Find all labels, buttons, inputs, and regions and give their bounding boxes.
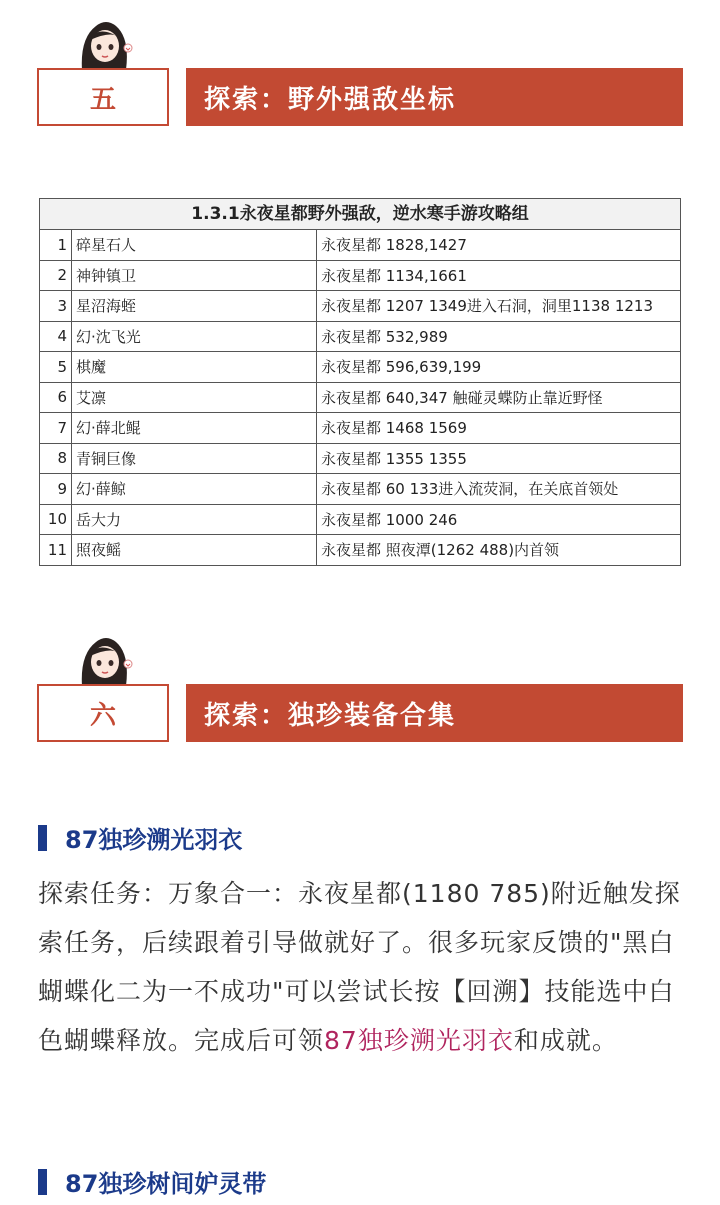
table-row	[40, 413, 681, 444]
highlight-item-name: 87独珍溯光羽衣	[324, 1026, 514, 1055]
strong-enemy-table	[39, 198, 681, 566]
table-row	[40, 260, 681, 291]
enemy-name: 照夜鳐	[72, 535, 317, 566]
table-row	[40, 474, 681, 505]
heading-bar	[38, 1169, 47, 1195]
section-5-header	[0, 18, 720, 115]
enemy-name: 青铜巨像	[72, 443, 317, 474]
enemy-name: 碎星石人	[72, 230, 317, 261]
row-index: 5	[40, 352, 72, 383]
enemy-name: 艾凛	[72, 382, 317, 413]
section-number: 六	[37, 684, 169, 742]
item-heading-2	[38, 1164, 266, 1199]
item-heading-text: 87独珍树间妒灵带	[65, 1170, 267, 1198]
enemy-location: 永夜星都 640,347 触碰灵蝶防止靠近野怪	[317, 382, 681, 413]
enemy-location: 永夜星都 596,639,199	[317, 352, 681, 383]
enemy-name: 神钟镇卫	[72, 260, 317, 291]
enemy-location: 永夜星都 532,989	[317, 321, 681, 352]
item-description	[38, 869, 688, 1065]
row-index: 4	[40, 321, 72, 352]
enemy-name: 幻·薛北鲲	[72, 413, 317, 444]
enemy-location: 永夜星都 照夜潭(1262 488)内首领	[317, 535, 681, 566]
row-index: 11	[40, 535, 72, 566]
section-6-header	[0, 634, 720, 731]
table-caption: 1.3.1永夜星都野外强敌，逆水寒手游攻略组	[39, 198, 681, 229]
section-number: 五	[37, 68, 169, 126]
enemy-name: 幻·薛鲸	[72, 474, 317, 505]
table-row	[40, 504, 681, 535]
table-row	[40, 443, 681, 474]
row-index: 1	[40, 230, 72, 261]
enemy-location: 永夜星都 1828,1427	[317, 230, 681, 261]
section-title: 探索：野外强敌坐标	[186, 68, 683, 126]
description-text: 探索任务：万象合一：永夜星都(1180 785)附近触发探索任务，后续跟着引导做就好了。很多玩家反馈的"黑白蝴蝶化二为一不成功"可以尝试长按【回溯】技能选中白色蝴蝶释放。完成后可领	[38, 879, 681, 1055]
enemy-name: 星沼海蛭	[72, 291, 317, 322]
enemy-location: 永夜星都 60 133进入流荧洞，在关底首领处	[317, 474, 681, 505]
item-heading-text: 87独珍溯光羽衣	[65, 826, 243, 854]
heading-bar	[38, 825, 47, 851]
enemy-name: 岳大力	[72, 504, 317, 535]
description-tail: 和成就。	[513, 1026, 618, 1055]
table-row	[40, 291, 681, 322]
row-index: 10	[40, 504, 72, 535]
section-title: 探索：独珍装备合集	[186, 684, 683, 742]
row-index: 7	[40, 413, 72, 444]
table-row	[40, 321, 681, 352]
enemy-location: 永夜星都 1134,1661	[317, 260, 681, 291]
row-index: 6	[40, 382, 72, 413]
row-index: 2	[40, 260, 72, 291]
item-heading-1	[38, 820, 242, 855]
row-index: 3	[40, 291, 72, 322]
table-row	[40, 535, 681, 566]
row-index: 8	[40, 443, 72, 474]
girl-avatar-icon	[76, 18, 134, 70]
enemy-location: 永夜星都 1468 1569	[317, 413, 681, 444]
enemy-location: 永夜星都 1355 1355	[317, 443, 681, 474]
girl-avatar-icon	[76, 634, 134, 686]
table-row	[40, 382, 681, 413]
enemy-location: 永夜星都 1000 246	[317, 504, 681, 535]
enemy-name: 棋魔	[72, 352, 317, 383]
enemy-name: 幻·沈飞光	[72, 321, 317, 352]
enemy-location: 永夜星都 1207 1349进入石洞，洞里1138 1213	[317, 291, 681, 322]
table-row	[40, 352, 681, 383]
table-row	[40, 230, 681, 261]
row-index: 9	[40, 474, 72, 505]
